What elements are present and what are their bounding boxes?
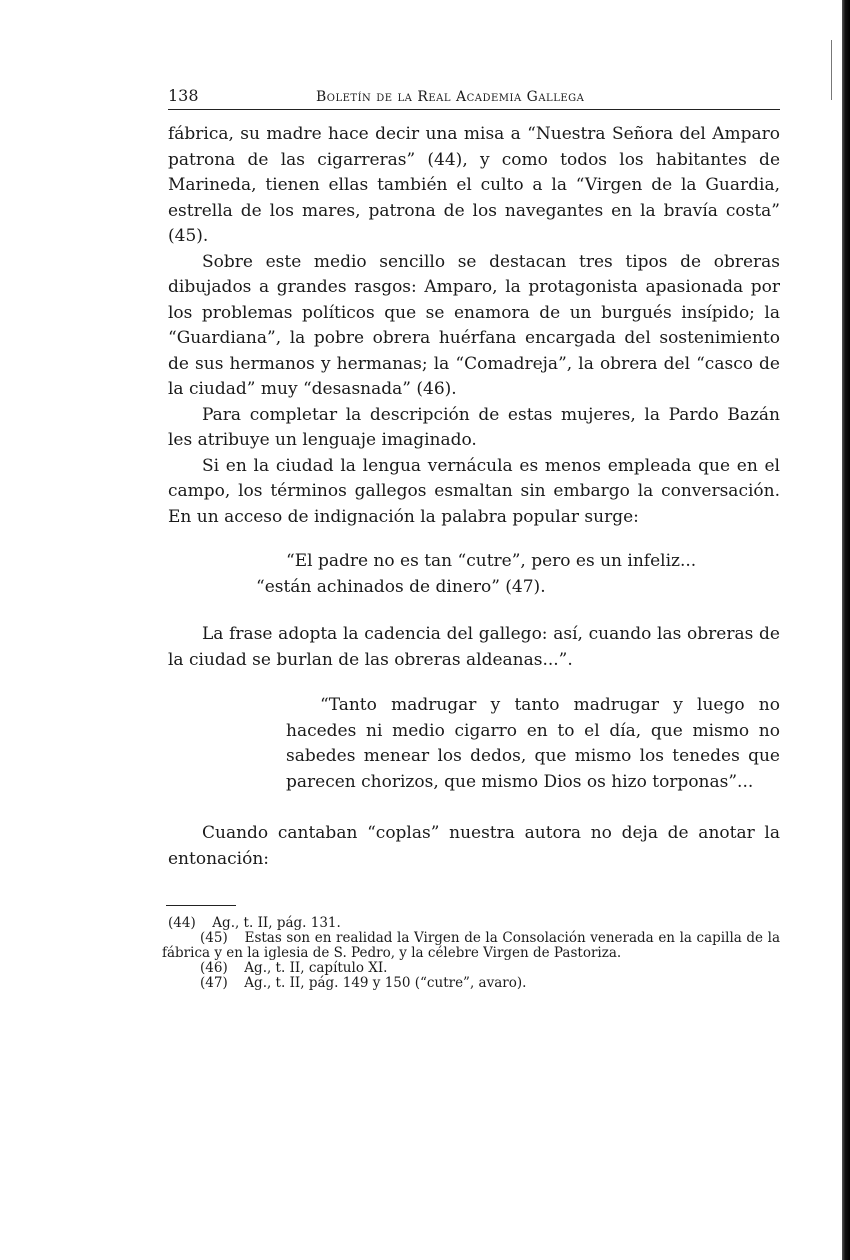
scan-edge xyxy=(842,0,850,1260)
paragraph-6: Cuando cantaban “coplas” nuestra autora no deja de anotar la entonación: xyxy=(168,823,780,869)
page-header xyxy=(168,86,780,110)
footnote-46-text: Ag., t. II, capítulo XI. xyxy=(244,960,388,976)
footnote-47 xyxy=(168,976,780,991)
footnote-rule xyxy=(166,905,236,906)
footnote-45-mark: (45) xyxy=(200,930,228,946)
footnote-45 xyxy=(162,931,780,961)
paragraph-5: La frase adopta la cadencia del gallego: así, cuando las obreras de la ciudad se burlan de las obreras aldeanas...”. xyxy=(168,624,780,670)
quote-2: “Tanto madrugar y tanto madrugar y luego no hacedes ni medio cigarro en to el día, que mismo no sabedes menear los dedos, que mismo los tenedes que parecen chorizos, que mismo Dios os hizo torponas”... xyxy=(286,695,780,792)
paragraph-1: fábrica, su madre hace decir una misa a “Nuestra Señora del Amparo patrona de las cigarreras” (44), y como todos los habitantes de Marineda, tienen ellas también el culto a la “Virgen de la Guardia, estrella de los mares, patrona de los navegantes en la bravía costa” (45). xyxy=(168,124,780,246)
quote-1 xyxy=(168,549,780,600)
footnote-44-mark: (44) xyxy=(168,915,196,931)
page-number: 138 xyxy=(168,86,199,105)
quote-1-line-2: “están achinados de dinero” (47). xyxy=(256,576,546,597)
running-head: Boletín de la Real Academia Gallega xyxy=(316,89,585,105)
footnote-44 xyxy=(168,916,780,931)
footnote-45-text: Estas son en realidad la Virgen de la Consolación venerada en la capilla de la fábrica y en la iglesia de S. Pedro, y la célebre Virgen de Pastoriza. xyxy=(162,930,780,961)
scan-mark xyxy=(831,40,832,100)
footnote-47-mark: (47) xyxy=(200,975,228,991)
footnote-44-text: Ag., t. II, pág. 131. xyxy=(212,915,341,931)
paragraph-2: Sobre este medio sencillo se destacan tres tipos de obreras dibujados a grandes rasgos: Amparo, la protagonista apasionada por los problemas políticos que se enamora de un burgués insípido; la “Guardiana”, la pobre obrera huérfana encargada del sostenimiento de sus hermanos y hermanas; la “Comadreja”, la obrera del “casco de la ciudad” muy “desasnada” (46). xyxy=(168,251,780,399)
quote-1-line-1: “El padre no es tan “cutre”, pero es un infeliz... xyxy=(286,551,697,571)
footnote-47-text: Ag., t. II, pág. 149 y 150 (“cutre”, avaro). xyxy=(244,975,527,991)
paragraph-3: Para completar la descripción de estas mujeres, la Pardo Bazán les atribuye un lenguaje imaginado. xyxy=(168,404,780,450)
footnote-46-mark: (46) xyxy=(200,960,228,976)
footnote-46 xyxy=(168,961,780,976)
paragraph-4: Si en la ciudad la lengua vernácula es menos empleada que en el campo, los términos gallegos esmaltan sin embargo la conversación. En un acceso de indignación la palabra popular surge: xyxy=(168,455,780,527)
page xyxy=(162,86,780,991)
